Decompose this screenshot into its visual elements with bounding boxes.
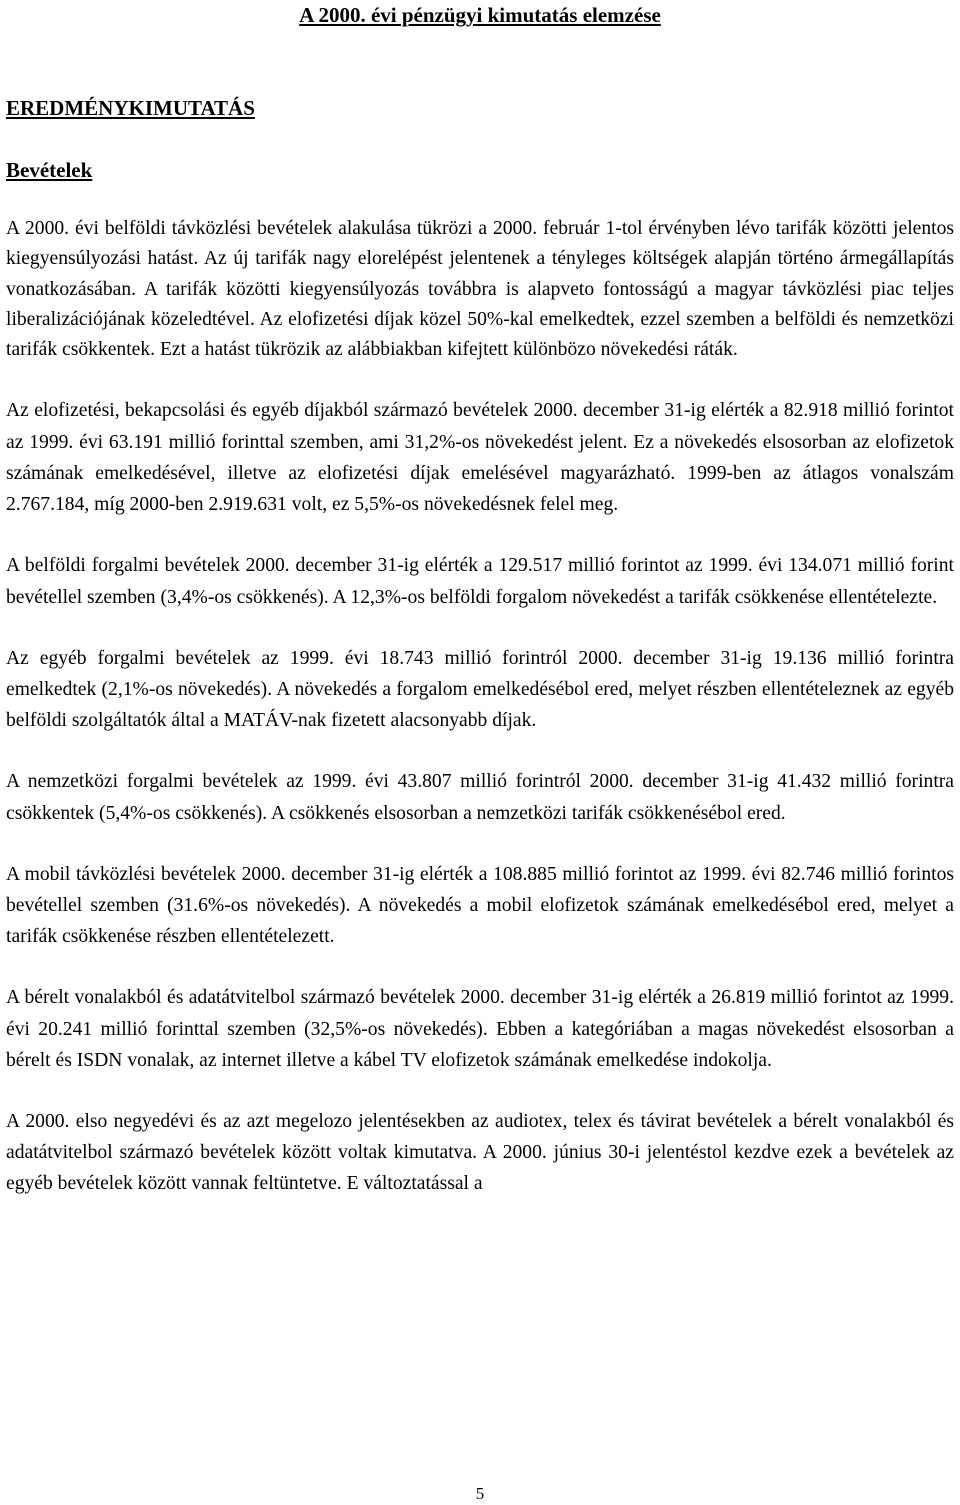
paragraph-tariff-balancing: A 2000. évi belföldi távközlési bevételek alakulása tükrözi a 2000. február 1-tol érvényben lévo tarifák közötti jelentos kiegyensúlyozási hatást. Az új tarifák nagy elorelépést jelentenek a tényleges költségek alapján történo ármegállapítás vonatkozásában. A tarifák közötti kiegyensúlyozás továbbra is alapveto fontosságú a magyar távközlési piac teljes liberalizációjának közeledtével. Az elofizetési díjak közel 50%-kal emelkedtek, ezzel szemben a belföldi és nemzetközi tarifák csökkentek. Ezt a hatást tükrözik az alábbiakban kifejtett különbözo növekedési ráták. bbox=[6, 218, 954, 361]
document-body bbox=[6, 214, 954, 1230]
paragraph-mobile-revenue: A mobil távközlési bevételek 2000. december 31-ig elérték a 108.885 millió forintot az 1999. évi 82.746 millió forintos bevétellel szemben (31.6%-os növekedés). A növekedés a mobil elofizetok számának emelkedésébol ered, melyet a tarifák csökkenése részben ellentételezett. bbox=[6, 863, 954, 948]
paragraph-other-traffic: Az egyéb forgalmi bevételek az 1999. évi 18.743 millió forintról 2000. december 31-ig 19.136 millió forintra emelkedtek (2,1%-os növekedés). A növekedés a forgalom emelkedésébol ered, melyet részben ellentételeznek az egyéb belföldi szolgáltatók által a MATÁV-nak fizetett alacsonyabb díjak. bbox=[6, 647, 954, 732]
paragraph-leased-lines: A bérelt vonalakból és adatátvitelbol származó bevételek 2000. december 31-ig elérték a 26.819 millió forintot az 1999. évi 20.241 millió forinttal szemben (32,5%-os növekedés). Ebben a kategóriában a magas növekedést elsosorban a bérelt és ISDN vonalak, az internet illetve a kábel TV elofizetok számának emelkedése indokolja. bbox=[6, 987, 954, 1071]
subsection-heading: Bevételek bbox=[6, 158, 93, 182]
page-number: 5 bbox=[475, 1484, 485, 1503]
paragraph-international-traffic: A nemzetközi forgalmi bevételek az 1999. évi 43.807 millió forintról 2000. december 31-ig 41.432 millió forintra csökkentek (5,4%-os csökkenés). A csökkenés elsosorban a nemzetközi tarifák csökkenésébol ered. bbox=[6, 771, 954, 824]
paragraph-subscription-revenue: Az elofizetési, bekapcsolási és egyéb díjakból származó bevételek 2000. december 31-ig elérték a 82.918 millió forintot az 1999. évi 63.191 millió forinttal szemben, ami 31,2%-os növekedést jelent. Ez a növekedés elsosorban az elofizetok számának emelkedésével, illetve az elofizetési díjak emelésével magyarázható. 1999-ben az átlagos vonalszám 2.767.184, míg 2000-ben 2.919.631 volt, ez 5,5%-os növekedésnek felel meg. bbox=[6, 400, 954, 516]
paragraph-domestic-traffic: A belföldi forgalmi bevételek 2000. december 31-ig elérték a 129.517 millió forintot az 1999. évi 134.071 millió forint bevétellel szemben (3,4%-os csökkenés). A 12,3%-os belföldi forgalom növekedést a tarifák csökkenése ellentételezte. bbox=[6, 555, 954, 608]
section-heading: EREDMÉNYKIMUTATÁS bbox=[6, 96, 255, 120]
document-title: A 2000. évi pénzügyi kimutatás elemzése bbox=[299, 3, 661, 27]
paragraph-audiotex-telex: A 2000. elso negyedévi és az azt megelozo jelentésekben az audiotex, telex és távirat bevételek a bérelt vonalakból és adatátvitelbol származó bevételek között voltak kimutatva. A 2000. június 30-i jelentéstol kezdve ezek a bevételek az egyéb bevételek között vannak feltüntetve. E változtatással a bbox=[6, 1110, 954, 1195]
document-page bbox=[6, 0, 954, 1505]
